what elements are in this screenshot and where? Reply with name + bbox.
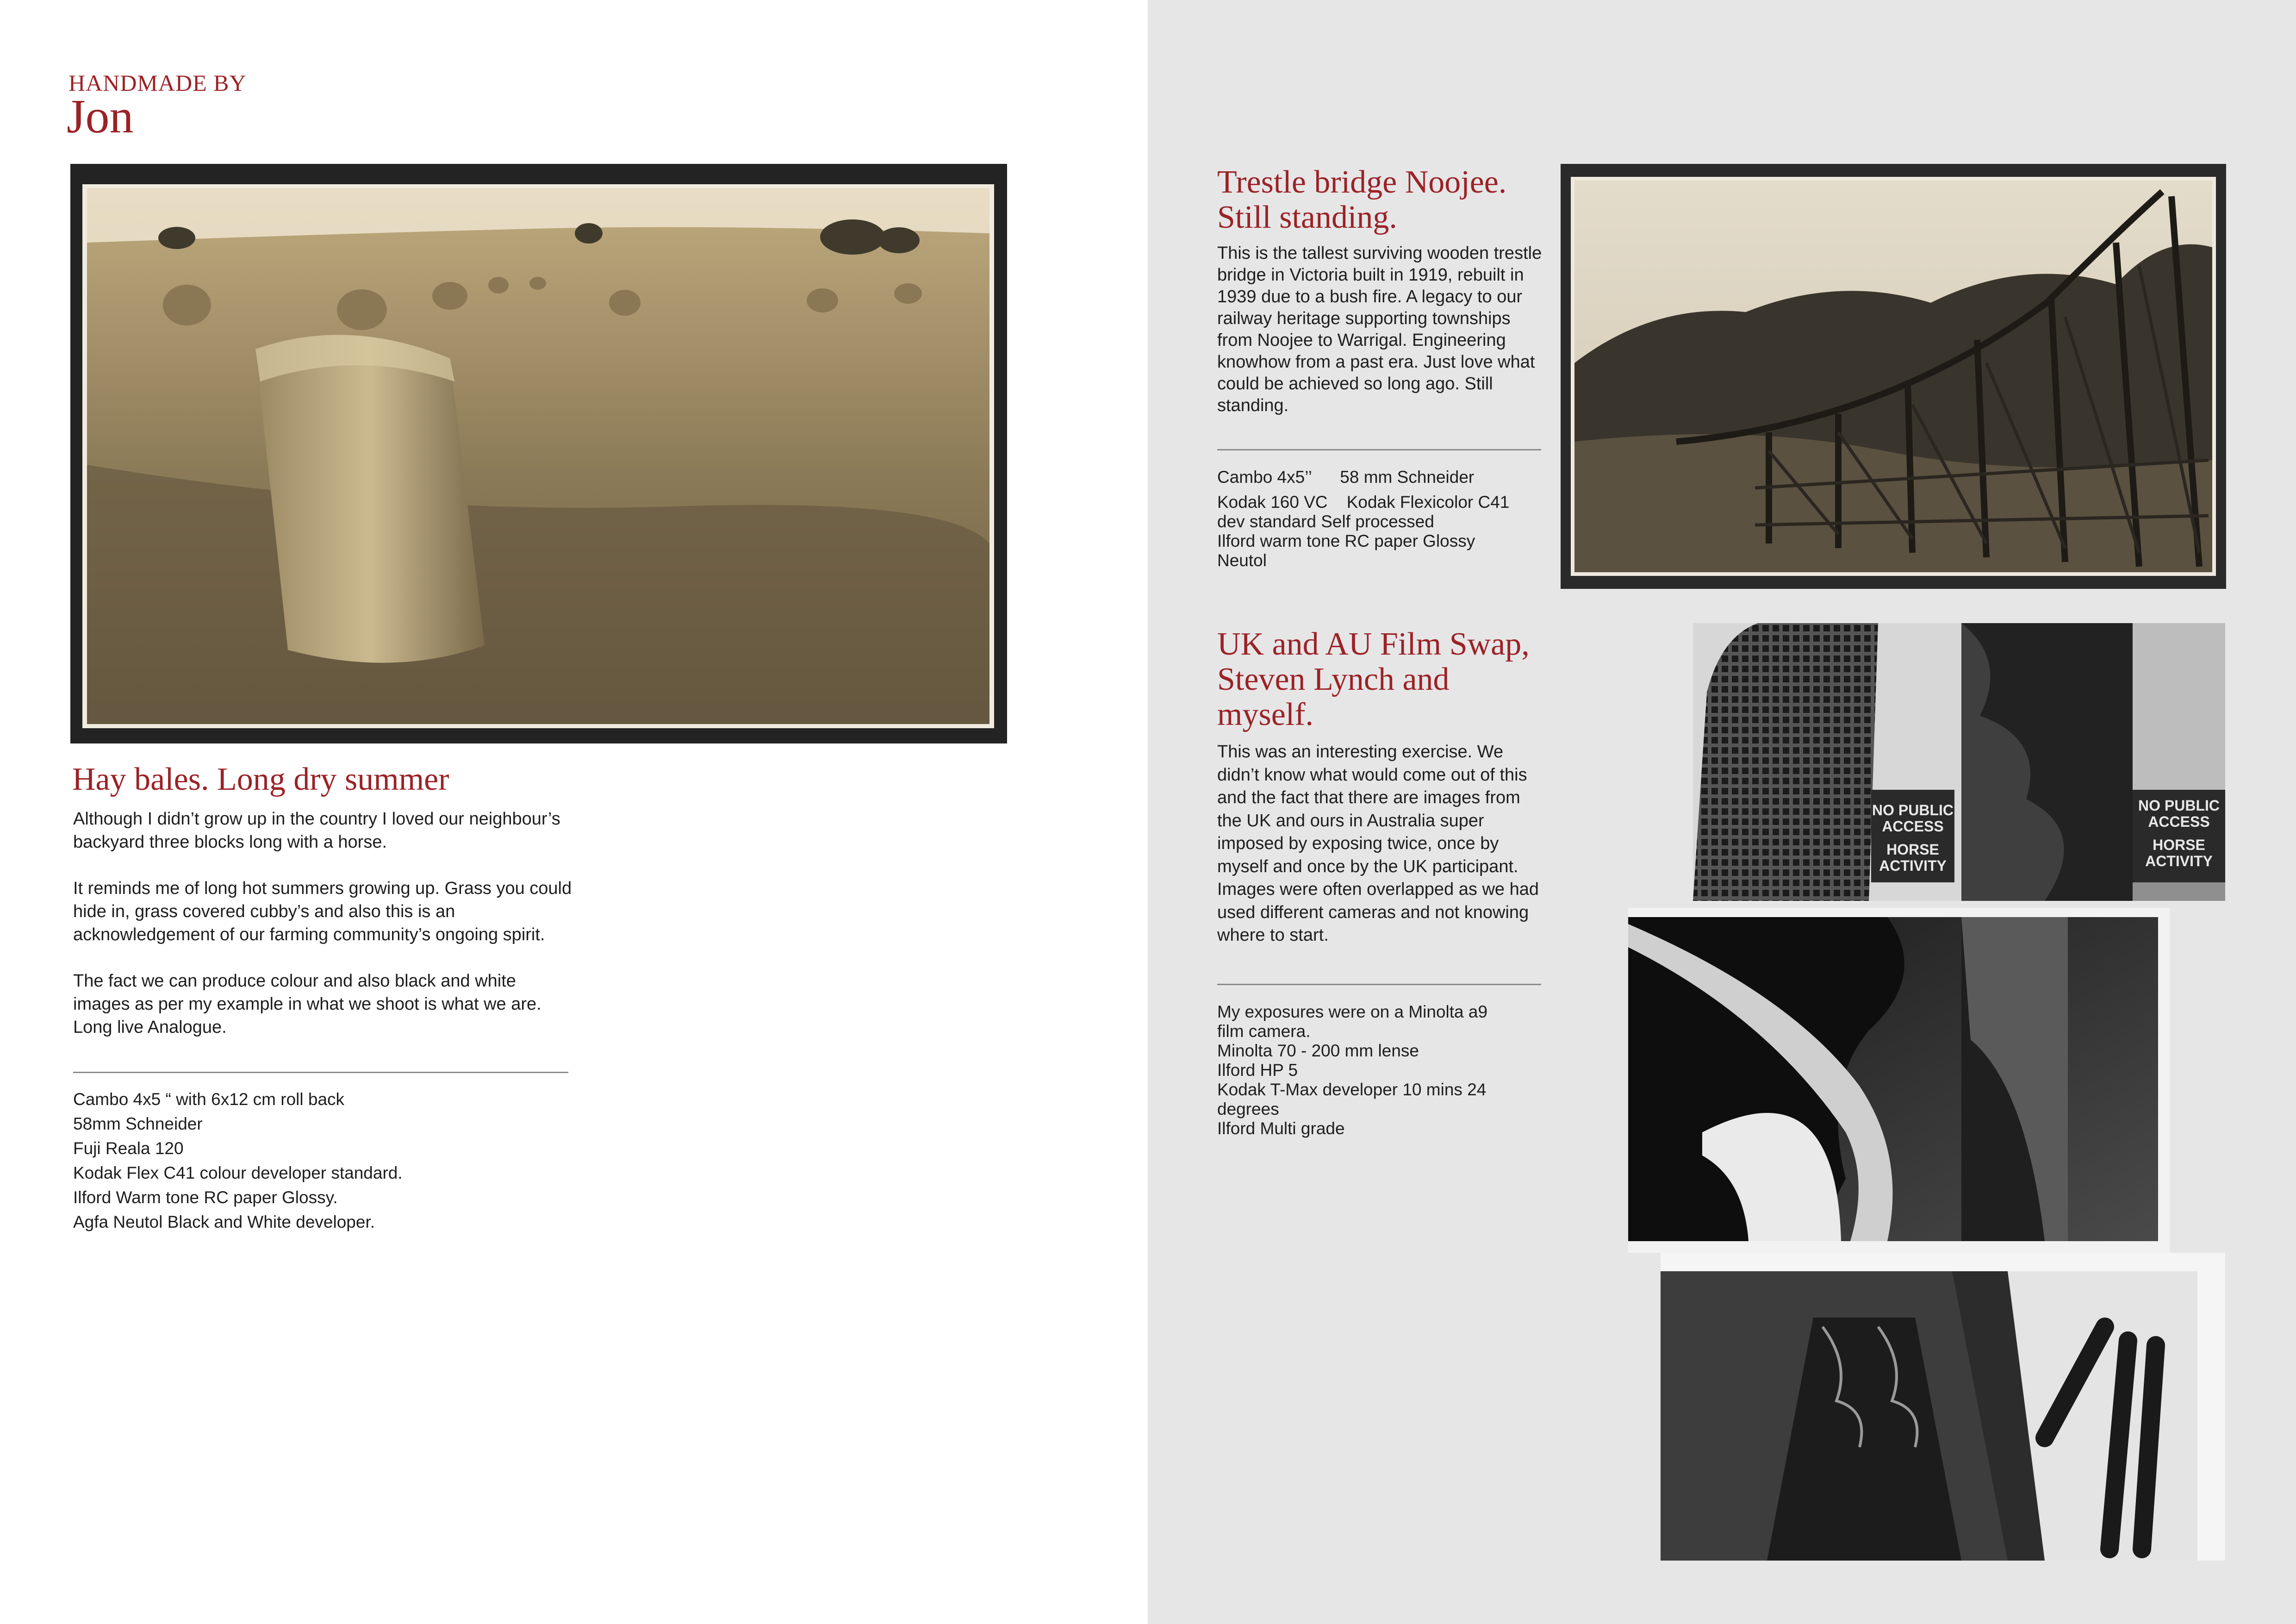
- spec-line: Ilford Warm tone RC paper Glossy.: [73, 1188, 338, 1207]
- filmswap-title: [1217, 627, 1530, 732]
- sign-text: HORSE: [2153, 837, 2205, 853]
- filmswap-title-line: UK and AU Film Swap,: [1217, 626, 1530, 662]
- spec-line: Kodak Flex C41 colour developer standard.: [73, 1163, 403, 1182]
- spec-line: Ilford warm tone RC paper Glossy: [1217, 531, 1475, 550]
- spec-line: 58mm Schneider: [73, 1114, 203, 1133]
- handmade-by-label: HANDMADE BY: [68, 70, 247, 96]
- filmswap-title-line: myself.: [1217, 697, 1314, 732]
- sign-text: HORSE: [1886, 841, 1939, 858]
- hay-paragraph: It reminds me of long hot summers growing up. Grass you could hide in, grass covered cubby’s and also this is an acknowledgement of our farming community’s ongoing spirit.: [73, 879, 572, 944]
- spec-line: Kodak T-Max developer 10 mins 24: [1217, 1080, 1487, 1099]
- sign-text: ACCESS: [1882, 818, 1944, 835]
- author-name: Jon: [67, 90, 134, 143]
- trestle-title: [1217, 165, 1506, 235]
- spec-line: dev standard Self processed: [1217, 512, 1434, 531]
- spec-line: Agfa Neutol Black and White developer.: [73, 1212, 375, 1231]
- hay-specs: [73, 1087, 403, 1234]
- spec-line: Minolta 70 - 200 mm lense: [1217, 1041, 1419, 1060]
- spec-line: Cambo 4x5 “ with 6x12 cm roll back: [73, 1090, 345, 1109]
- trestle-specs: [1217, 468, 1509, 570]
- spec-line: My exposures were on a Minolta a9: [1217, 1002, 1488, 1021]
- hay-paragraph: The fact we can produce colour and also black and white images as per my example in what we shoot is what we are. Long live Analogue.: [73, 971, 541, 1037]
- sign-text: ACCESS: [2148, 813, 2210, 830]
- trestle-bridge-photo: [1561, 164, 2226, 589]
- spec-line: Fuji Reala 120: [73, 1139, 184, 1158]
- hay-title: Hay bales. Long dry summer: [72, 762, 449, 797]
- trestle-title-line: Trestle bridge Noojee.: [1217, 164, 1507, 200]
- filmswap-specs: [1217, 1002, 1487, 1138]
- filmswap-divider: [1217, 984, 1541, 985]
- spec-line: Ilford HP 5: [1217, 1061, 1298, 1080]
- sign-text: ACTIVITY: [1879, 857, 1947, 874]
- hay-body: [73, 807, 573, 1062]
- spec-line: Cambo 4x5’’ 58 mm Schneider: [1217, 468, 1475, 487]
- spec-line: Neutol: [1217, 551, 1267, 570]
- hay-divider: [73, 1072, 568, 1073]
- sign-text: NO PUBLIC: [1872, 802, 1954, 818]
- trestle-title-line: Still standing.: [1217, 200, 1397, 235]
- sign-text: NO PUBLIC: [2138, 797, 2220, 814]
- sign-text: ACTIVITY: [2145, 853, 2213, 869]
- filmswap-body: This was an interesting exercise. We didn’t know what would come out of this and the fact that there are images from the UK and ours in Australia super imposed by exposing twice, once by myself and once by the UK participant. Images were often overlapped as we had used different cameras and not knowing where to start.: [1217, 742, 1539, 945]
- spec-line: film camera.: [1217, 1022, 1311, 1041]
- trestle-body: This is the tallest surviving wooden trestle bridge in Victoria built in 1919, rebuilt in 1939 due to a bush fire. A legacy to our railway heritage supporting townships from Noojee to Warrigal. Engineering knowhow from a past era. Just love what could be achieved so long ago. Still standing.: [1217, 244, 1542, 415]
- trestle-divider: [1217, 449, 1541, 450]
- spec-line: Kodak 160 VC Kodak Flexicolor C41: [1217, 493, 1510, 512]
- filmswap-title-line: Steven Lynch and: [1217, 662, 1450, 697]
- spec-line: degrees: [1217, 1099, 1279, 1118]
- film-swap-collage: [1628, 623, 2225, 1561]
- hay-paragraph: Although I didn’t grow up in the country I loved our neighbour’s backyard three blocks long with a horse.: [73, 809, 560, 852]
- hay-bales-photo: [70, 164, 1007, 743]
- spec-line: Ilford Multi grade: [1217, 1119, 1345, 1138]
